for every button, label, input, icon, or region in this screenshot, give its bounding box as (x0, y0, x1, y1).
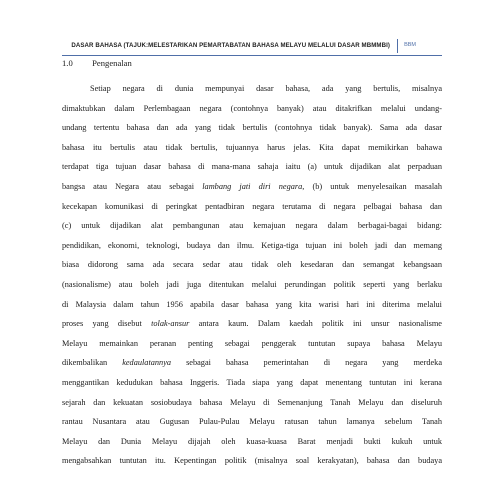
text-segment: rantau Nusantara atau Gugusan Pulau-Pulau Melayu ratusan tahun lamanya sebelum Tanah (62, 417, 442, 427)
paragraph-line (62, 177, 442, 197)
paragraph-line (62, 314, 442, 334)
paragraph-line (62, 197, 442, 217)
header-title: DASAR BAHASA (TAJUK:MELESTARIKAN PEMARTABATAN BAHASA MELAYU MELALUI DASAR MBMMBI) (71, 42, 390, 49)
text-segment: biasa didorong sama ada secara sedar atau tidak oleh kesedaran dan semangat kebangsaan (62, 260, 442, 270)
paragraph-line (62, 412, 442, 432)
paragraph-line (62, 138, 442, 158)
header-rule (62, 55, 442, 56)
paragraph-line (62, 118, 442, 138)
text-segment: Melayu dan Dunia Melayu dijajah oleh kuasa-kuasa Barat menjadi bukti kukuh untuk (62, 436, 442, 446)
text-segment: bahasa itu bertulis atau tidak bertulis, tujuannya harus jelas. Kita dapat memikirkan bahawa (62, 142, 442, 152)
header-course-code: BBM (404, 42, 416, 48)
text-segment: di Malaysia dalam tahun 1956 apabila dasar bahasa yang kita warisi hari ini diterima melalui (62, 299, 442, 309)
text-segment: menggantikan kedudukan bahasa Inggeris. Tiada siapa yang dapat menentang tuntutan ini kerana (62, 377, 442, 387)
section-title: Pengenalan (92, 58, 132, 68)
paragraph-line (62, 157, 442, 177)
text-segment: dimaktubkan dalam Perlembagaan negara (contohnya banyak) atau ditakrifkan melalui undang- (62, 103, 442, 113)
paragraph-line (62, 393, 442, 413)
paragraph-line (62, 99, 442, 119)
header-divider (397, 39, 399, 53)
paragraph-line (62, 451, 442, 471)
paragraph-line (62, 353, 442, 373)
paragraph-line (62, 216, 442, 236)
text-segment: sejarah dan kekuatan sosiobudaya bahasa Melayu di Semenanjung Tanah Melayu dan diseluruh (62, 397, 442, 407)
section-number: 1.0 (62, 58, 73, 68)
paragraph-line (62, 334, 442, 354)
text-segment: undang tertentu bahasa dan ada yang tidak bertulis (contohnya tidak banyak). Sama ada dasar (62, 123, 442, 133)
text-segment: antara kaum. Dalam kaedah politik ini unsur nasionalisme (189, 319, 442, 329)
text-segment: Melayu memainkan peranan penting sebagai penggerak tuntutan supaya bahasa Melayu (62, 338, 442, 348)
paragraph-line (62, 373, 442, 393)
text-segment: proses yang disebut (62, 319, 152, 329)
text-segment: terdapat tiga tujuan dasar bahasa di mana-mana sahaja iaitu (a) untuk dijadikan alat perpaduan (62, 162, 442, 172)
section-heading (62, 58, 132, 68)
paragraph-line (62, 255, 442, 275)
text-segment: (nasionalisme) atau boleh jadi juga ditentukan melalui perundingan politik seperti yang berlaku (62, 279, 442, 289)
paragraph-line (62, 275, 442, 295)
italic-text: tolak-ansur (151, 319, 190, 329)
paragraph-line (62, 295, 442, 315)
text-segment: (c) untuk dijadikan alat pembangunan atau kemajuan negara dalam berbagai-bagai bidang: (62, 221, 442, 231)
text-segment: , (b) untuk menyelesaikan masalah (302, 181, 442, 191)
italic-text: kedaulatannya (122, 358, 172, 368)
text-segment: pendidikan, ekonomi, teknologi, budaya dan ilmu. Ketiga-tiga tujuan ini boleh jadi dan memang (62, 240, 442, 250)
body-paragraph (62, 79, 442, 471)
text-segment: dikembalikan (62, 358, 123, 368)
text-segment: kecekapan komunikasi di peringkat pentadbiran negara terutama di negara pelbagai bahasa dan (62, 201, 442, 211)
text-segment: Setiap negara di dunia mempunyai dasar bahasa, ada yang bertulis, misalnya (90, 84, 442, 93)
paragraph-line (62, 432, 442, 452)
paragraph-line (62, 236, 442, 256)
text-segment: mengabsahkan tuntutan itu. Kepentingan politik (misalnya soal kerakyatan), bahasa dan budaya (62, 456, 442, 466)
italic-text: lambang jati diri negara (202, 181, 303, 191)
paragraph-line (62, 79, 442, 99)
text-segment: bangsa atau Negara atau sebagai (62, 181, 203, 191)
text-segment: sebagai bahasa pemerintahan di negara yang merdeka (171, 358, 442, 368)
